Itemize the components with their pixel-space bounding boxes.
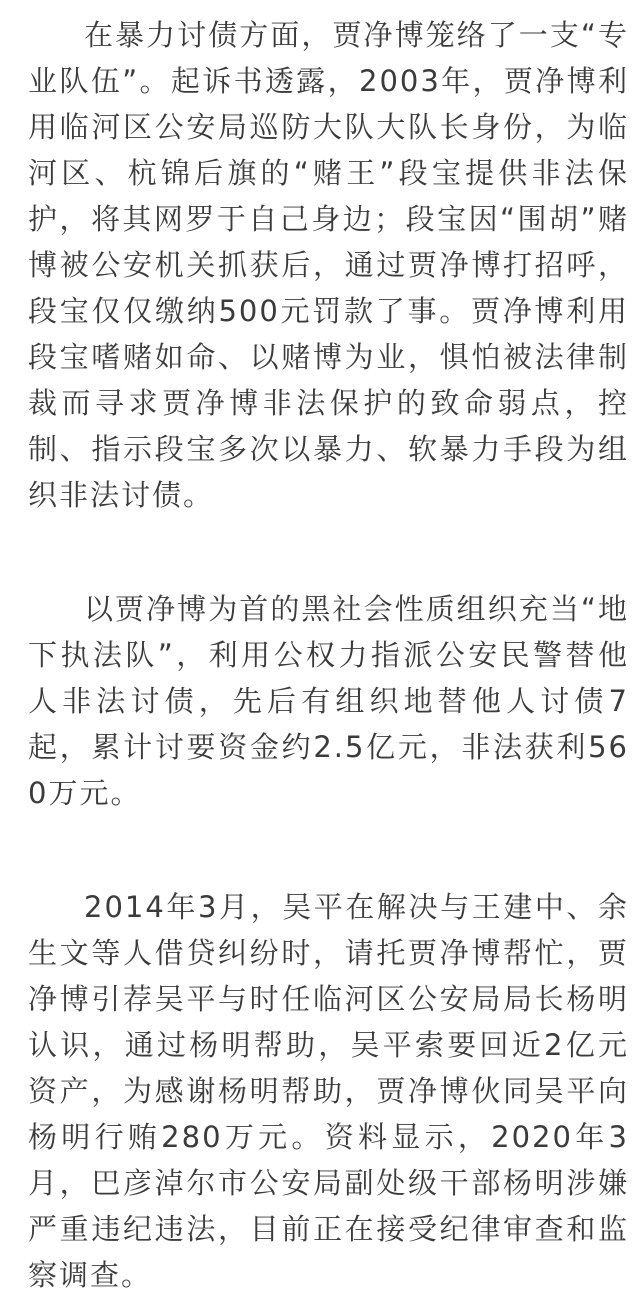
article-paragraph: 2014年3月，吴平在解决与王建中、余生文等人借贷纠纷时，请托贾净博帮忙，贾净博引荐吴平与时任临河区公安局局长杨明认识，通过杨明帮助，吴平索要回近2亿元资产，为感谢杨明帮助，贾净博伙同吴平向杨明行贿280万元。资料显示，2020年3月，巴彦淖尔市公安局副处级干部杨明涉嫌严重违纪违法，目前正在接受纪律审查和监察调查。	[28, 890, 629, 1292]
article-paragraph: 在暴力讨债方面，贾净博笼络了一支“专业队伍”。起诉书透露，2003年，贾净博利用临河区公安局巡防大队大队长身份，为临河区、杭锦后旗的“赌王”段宝提供非法保护，将其网罗于自己身边；段宝因“围胡”赌博被公安机关抓获后，通过贾净博打招呼，段宝仅仅缴纳500元罚款了事。贾净博利用段宝嗜赌如命、以赌博为业，惧怕被法律制裁而寻求贾净博非法保护的致命弱点，控制、指示段宝多次以暴力、软暴力手段为组织非法讨债。	[28, 18, 629, 512]
article-paragraph: 以贾净博为首的黑社会性质组织充当“地下执法队”，利用公权力指派公安民警替他人非法讨债，先后有组织地替他人讨债7起，累计讨要资金约2.5亿元，非法获利560万元。	[28, 592, 629, 810]
